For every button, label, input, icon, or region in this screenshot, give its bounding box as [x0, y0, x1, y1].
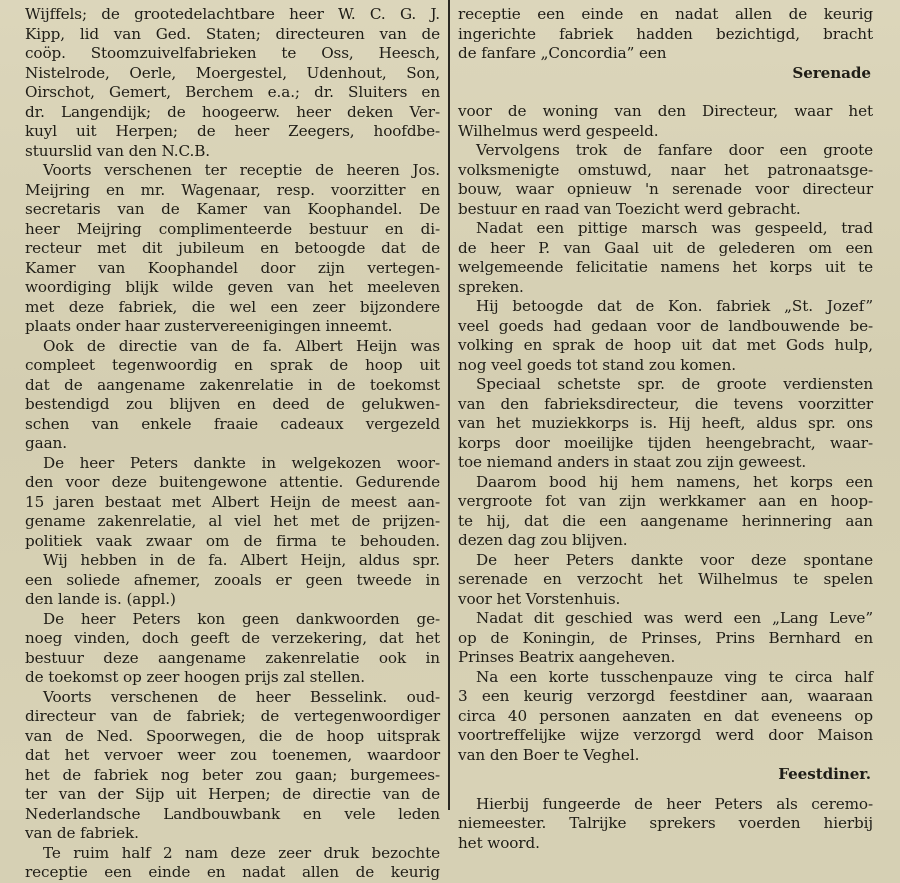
text-line: Daarom bood hij hem namens, het korps een: [476, 472, 873, 491]
text-line: veel goeds had gedaan voor de landbouwende be-: [458, 316, 873, 335]
text-line: Nistelrode, Oerle, Moergestel, Udenhout, Son,: [25, 63, 440, 82]
text-line: voor het Vorstenhuis.: [458, 589, 621, 608]
text-line: compleet tegenwoordig en sprak de hoop uit: [25, 356, 440, 374]
text-line: Kamer van Koophandel door zijn vertegen-: [25, 258, 440, 277]
text-line: coöp. Stoomzuivelfabrieken te Oss, Heesch,: [25, 44, 440, 62]
text-line: secretaris van de Kamer van Koophandel. De: [25, 200, 440, 218]
text-line: Wijffels; de grootedelachtbare heer W. C. G. J.: [25, 5, 440, 23]
text-line: korps door moeilijke tijden heengebracht, waar-: [458, 433, 873, 452]
text-line: Wilhelmus werd gespeeld.: [458, 121, 659, 140]
text-line: Nadat een pittige marsch was gespeeld, trad: [476, 219, 873, 237]
text-line: dezen dag zou blijven.: [458, 531, 628, 549]
text-line: Nederlandsche Landbouwbank en vele leden: [25, 804, 440, 823]
left-column-text: [25, 5, 440, 883]
text-line: receptie een einde en nadat allen de keurig: [458, 5, 873, 23]
text-line: De heer Peters dankte voor deze spontane: [476, 550, 873, 569]
text-line: Oirschot, Gemert, Berchem e.a.; dr. Sluiters en: [25, 83, 440, 101]
text-line: ingerichte fabriek hadden bezichtigd, bracht: [458, 24, 873, 43]
text-line: schen van enkele fraaie cadeaux vergezeld: [25, 414, 440, 433]
paragraph-gap: [458, 83, 873, 102]
text-line: spreken.: [458, 277, 524, 296]
text-line: van de Ned. Spoorwegen, die de hoop uitsprak: [25, 726, 440, 745]
text-line: politiek vaak zwaar om de firma te behouden.: [25, 531, 440, 550]
text-line: receptie een einde en nadat allen de keurig: [25, 863, 440, 881]
text-line: volksmenigte omstuwd, naar het patronaatsge-: [458, 160, 873, 179]
text-line: een soliede afnemer, zooals er geen tweede in: [25, 570, 440, 589]
text-line: Kipp, lid van Ged. Staten; directeuren van de: [25, 24, 440, 43]
text-line: 15 jaren bestaat met Albert Heijn de meest aan-: [25, 492, 440, 511]
text-line: de heer P. van Gaal uit de gelederen om een: [458, 238, 873, 257]
text-line: voor de woning van den Directeur, waar het: [458, 102, 873, 120]
text-line: De heer Peters kon geen dankwoorden ge-: [43, 609, 440, 628]
text-line: directeur van de fabriek; de vertegenwoordiger: [25, 707, 440, 725]
text-line: dat het vervoer weer zou toenemen, waardoor: [25, 746, 440, 764]
text-line: den voor deze buitengewone attentie. Gedurende: [25, 473, 440, 491]
text-line: Meijring en mr. Wagenaar, resp. voorzitter en: [25, 180, 440, 199]
text-line: recteur met dit jubileum en betoogde dat de: [25, 239, 440, 257]
text-line: toe niemand anders in staat zou zijn geweest.: [458, 453, 807, 471]
left-column: [25, 0, 440, 881]
text-line: van de fabriek.: [25, 824, 139, 842]
text-line: kuyl uit Herpen; de heer Zeegers, hoofdbe-: [25, 122, 440, 140]
text-line: Ook de directie van de fa. Albert Heijn was: [43, 336, 440, 355]
paragraph-gap: [458, 785, 873, 795]
text-line: Prinses Beatrix aangeheven.: [458, 648, 676, 666]
text-line: Nadat dit geschied was werd een „Lang Leve”: [476, 609, 873, 627]
text-line: Speciaal schetste spr. de groote verdiensten: [476, 375, 873, 393]
text-line: noeg vinden, doch geeft de verzekering, dat het: [25, 629, 440, 647]
text-line: bestuur en raad van Toezicht werd gebracht.: [458, 199, 801, 218]
text-line: dr. Langendijk; de hoogeerw. heer deken Ver-: [25, 102, 440, 121]
text-line: te hij, dat die een aangename herinnering aan: [458, 511, 873, 530]
text-line: welgemeende felicitatie namens het korps uit te: [458, 258, 873, 276]
text-line: stuurslid van den N.C.B.: [25, 141, 210, 160]
section-heading: Feestdiner.: [778, 765, 871, 783]
text-line: Voorts verschenen de heer Besselink. oud-: [43, 687, 440, 706]
text-line: van het muziekkorps is. Hij heeft, aldus spr. ons: [458, 414, 873, 432]
column-divider: [448, 0, 450, 810]
text-line: heer Meijring complimenteerde bestuur en di-: [25, 219, 440, 238]
text-line: woordiging blijk wilde geven van het meeleven: [25, 278, 440, 296]
text-line: gename zakenrelatie, al viel het met de prijzen-: [25, 512, 440, 530]
text-line: Hij betoogde dat de Kon. fabriek „St. Jozef”: [476, 297, 873, 315]
text-line: volking en sprak de hoop uit dat met Gods hulp,: [458, 336, 873, 354]
text-line: bestendigd zou blijven en deed de gelukwen-: [25, 395, 440, 413]
section-heading: Serenade: [792, 63, 871, 82]
text-line: bestuur deze aangename zakenrelatie ook in: [25, 648, 440, 667]
text-line: van den Boer te Veghel.: [458, 745, 640, 764]
text-line: plaats onder haar zustervereenigingen inneemt.: [25, 317, 393, 335]
text-line: niemeester. Talrijke sprekers voerden hierbij: [458, 814, 873, 832]
text-line: het de fabriek nog beter zou gaan; burgemees-: [25, 765, 440, 784]
text-line: Te ruim half 2 nam deze zeer druk bezochte: [43, 843, 440, 862]
text-line: met deze fabriek, die wel een zeer bijzondere: [25, 297, 440, 316]
text-line: circa 40 personen aanzaten en dat eveneens op: [458, 706, 873, 725]
text-line: vergroote fot van zijn werkkamer aan en hoop-: [458, 492, 873, 510]
text-line: 3 een keurig verzorgd feestdiner aan, waaraan: [458, 687, 873, 705]
text-line: de toekomst op zeer hoogen prijs zal stellen.: [25, 668, 366, 686]
text-line: Wij hebben in de fa. Albert Heijn, aldus spr.: [43, 551, 440, 569]
text-line: bouw, waar opnieuw 'n serenade voor directeur: [458, 180, 873, 198]
text-line: gaan.: [25, 434, 67, 452]
text-line: op de Koningin, de Prinses, Prins Bernhard en: [458, 628, 873, 647]
text-line: Hierbij fungeerde de heer Peters als ceremo-: [476, 794, 873, 813]
text-line: Na een korte tusschenpauze ving te circa half: [476, 667, 873, 686]
text-line: nog veel goeds tot stand zou komen.: [458, 355, 736, 374]
text-line: het woord.: [458, 833, 540, 852]
text-line: dat de aangename zakenrelatie in de toekomst: [25, 375, 440, 394]
text-line: Voorts verschenen ter receptie de heeren Jos.: [43, 161, 440, 179]
text-line: voortreffelijke wijze verzorgd werd door Maison: [458, 726, 873, 744]
text-line: den lande is. (appl.): [25, 590, 176, 608]
text-line: serenade en verzocht het Wilhelmus te spelen: [458, 570, 873, 588]
text-line: van den fabrieksdirecteur, die tevens voorzitter: [458, 394, 873, 413]
right-column-text: [458, 5, 873, 853]
text-line: De heer Peters dankte in welgekozen woor-: [43, 453, 440, 472]
right-column: [458, 0, 873, 852]
text-line: de fanfare „Concordia” een: [458, 44, 667, 62]
text-line: ter van der Sijp uit Herpen; de directie van de: [25, 785, 440, 803]
text-line: Vervolgens trok de fanfare door een groote: [476, 141, 873, 159]
